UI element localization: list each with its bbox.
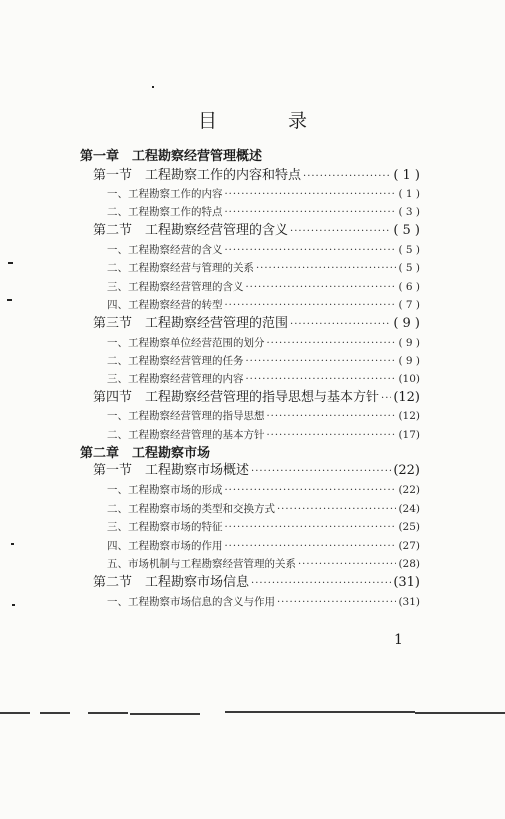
scan-edge-line [225,711,415,713]
toc-page-number: (12) [398,410,420,422]
toc-entry-label: 第一节 工程勘察市场概述 [93,463,250,478]
toc-item [107,407,420,425]
toc-page-number: ( 5 ) [398,244,420,256]
scan-edge-line [88,712,128,714]
toc-page-number: (24) [398,503,420,515]
scan-speck [12,604,15,606]
toc-page-number: (27) [398,540,420,552]
toc-chapter [80,148,262,166]
dot-leader [225,538,397,556]
toc-chapter [80,445,210,463]
toc-entry-label: 五、市场机制与工程勘察经营管理的关系 [107,558,296,570]
toc-page-number: (31) [398,596,420,608]
toc-item [107,352,420,370]
toc-section [93,389,420,407]
dot-leader [225,482,397,500]
toc-entry-label: 第四节 工程勘察经营管理的指导思想与基本方针 [93,390,380,405]
dot-leader [225,242,397,260]
toc-entry-label: 第一节 工程勘察工作的内容和特点 [93,168,302,183]
toc-item [107,500,420,518]
dot-leader [277,594,396,612]
toc-section [93,574,420,592]
toc-item [107,481,420,499]
toc-item [107,241,420,259]
toc-page-number: (10) [398,373,420,385]
toc-item [107,537,420,555]
dot-leader [246,353,397,371]
toc-entry-label: 第二节 工程勘察市场信息 [93,575,250,590]
dot-leader [251,575,391,593]
toc-item [107,185,420,203]
dot-leader [267,335,397,353]
scan-speck [8,262,13,264]
toc-item [107,426,420,444]
toc-entry-label: 二、工程勘察经营与管理的关系 [107,262,254,274]
toc-page-number: (28) [398,558,420,570]
toc-page-number: ( 6 ) [398,281,420,293]
toc-page-number: ( 1 ) [398,188,420,200]
toc-item [107,518,420,536]
scan-edge-line [0,712,30,714]
toc-section [93,222,420,240]
scan-speck [7,299,12,301]
toc-page-number: (22) [398,484,420,496]
dot-leader [277,501,396,519]
dot-leader [303,168,391,186]
toc-section [93,315,420,333]
toc-page-number: (17) [398,429,420,441]
toc-page-number: (25) [398,521,420,533]
toc-item [107,334,420,352]
page-title: 目 录 [197,110,333,132]
dot-leader [225,519,397,537]
dot-leader [246,279,397,297]
toc-section [93,167,420,185]
dot-leader [381,390,391,408]
toc-page-number: (22) [393,463,420,478]
toc-entry-label: 一、工程勘察经营的含义 [107,244,223,256]
toc-item [107,593,420,611]
toc-item [107,203,420,221]
toc-page-number: ( 1 ) [393,168,420,183]
dot-leader [251,463,391,481]
toc-page-number: (12) [393,390,420,405]
toc-entry-label: 二、工程勘察经营管理的任务 [107,355,244,367]
dot-leader [256,260,396,278]
toc-entry-label: 四、工程勘察经营的转型 [107,299,223,311]
toc-entry-label: 三、工程勘察经营管理的内容 [107,373,244,385]
toc-entry-label: 二、工程勘察工作的特点 [107,206,223,218]
toc-page-number: ( 5 ) [398,262,420,274]
toc-item [107,296,420,314]
toc-entry-label: 一、工程勘察市场信息的含义与作用 [107,596,275,608]
toc-entry-label: 一、工程勘察市场的形成 [107,484,223,496]
scan-speck [11,543,14,545]
toc-entry-label: 二、工程勘察市场的类型和交换方式 [107,503,275,515]
toc-entry-label: 二、工程勘察经营管理的基本方针 [107,429,265,441]
toc-item [107,259,420,277]
dot-leader [298,556,396,574]
dot-leader [225,297,397,315]
toc-entry-label: 一、工程勘察工作的内容 [107,188,223,200]
toc-entry-label: 第二节 工程勘察经营管理的含义 [93,223,289,238]
toc-entry-label: 第三节 工程勘察经营管理的范围 [93,316,289,331]
dot-leader [267,427,397,445]
toc-page-number: ( 9 ) [398,355,420,367]
scan-edge-line [130,713,200,715]
toc-page-number: ( 3 ) [398,206,420,218]
toc-entry-label: 三、工程勘察市场的特征 [107,521,223,533]
dot-leader [290,316,391,334]
dot-leader [225,186,397,204]
scan-edge-line [40,712,70,714]
dot-leader [225,204,397,222]
toc-page-number: ( 9 ) [393,316,420,331]
toc-entry-label: 三、工程勘察经营管理的含义 [107,281,244,293]
toc-entry-label: 四、工程勘察市场的作用 [107,540,223,552]
toc-item [107,555,420,573]
toc-item [107,370,420,388]
toc-entry-label: 第二章 工程勘察市场 [80,446,211,461]
page-number: 1 [394,632,403,648]
toc-page-number: ( 7 ) [398,299,420,311]
toc-entry-label: 一、工程勘察经营管理的指导思想 [107,410,265,422]
toc-entry-label: 第一章 工程勘察经营管理概述 [80,149,263,164]
dot-leader [246,371,397,389]
scan-speck [152,86,154,88]
toc-page-number: (31) [393,575,420,590]
toc-item [107,278,420,296]
scan-edge-line [415,712,505,714]
toc-page-number: ( 9 ) [398,337,420,349]
toc-entry-label: 一、工程勘察单位经营范围的划分 [107,337,265,349]
toc-page-number: ( 5 ) [393,223,420,238]
toc-section [93,462,420,480]
dot-leader [290,223,391,241]
dot-leader [267,408,397,426]
